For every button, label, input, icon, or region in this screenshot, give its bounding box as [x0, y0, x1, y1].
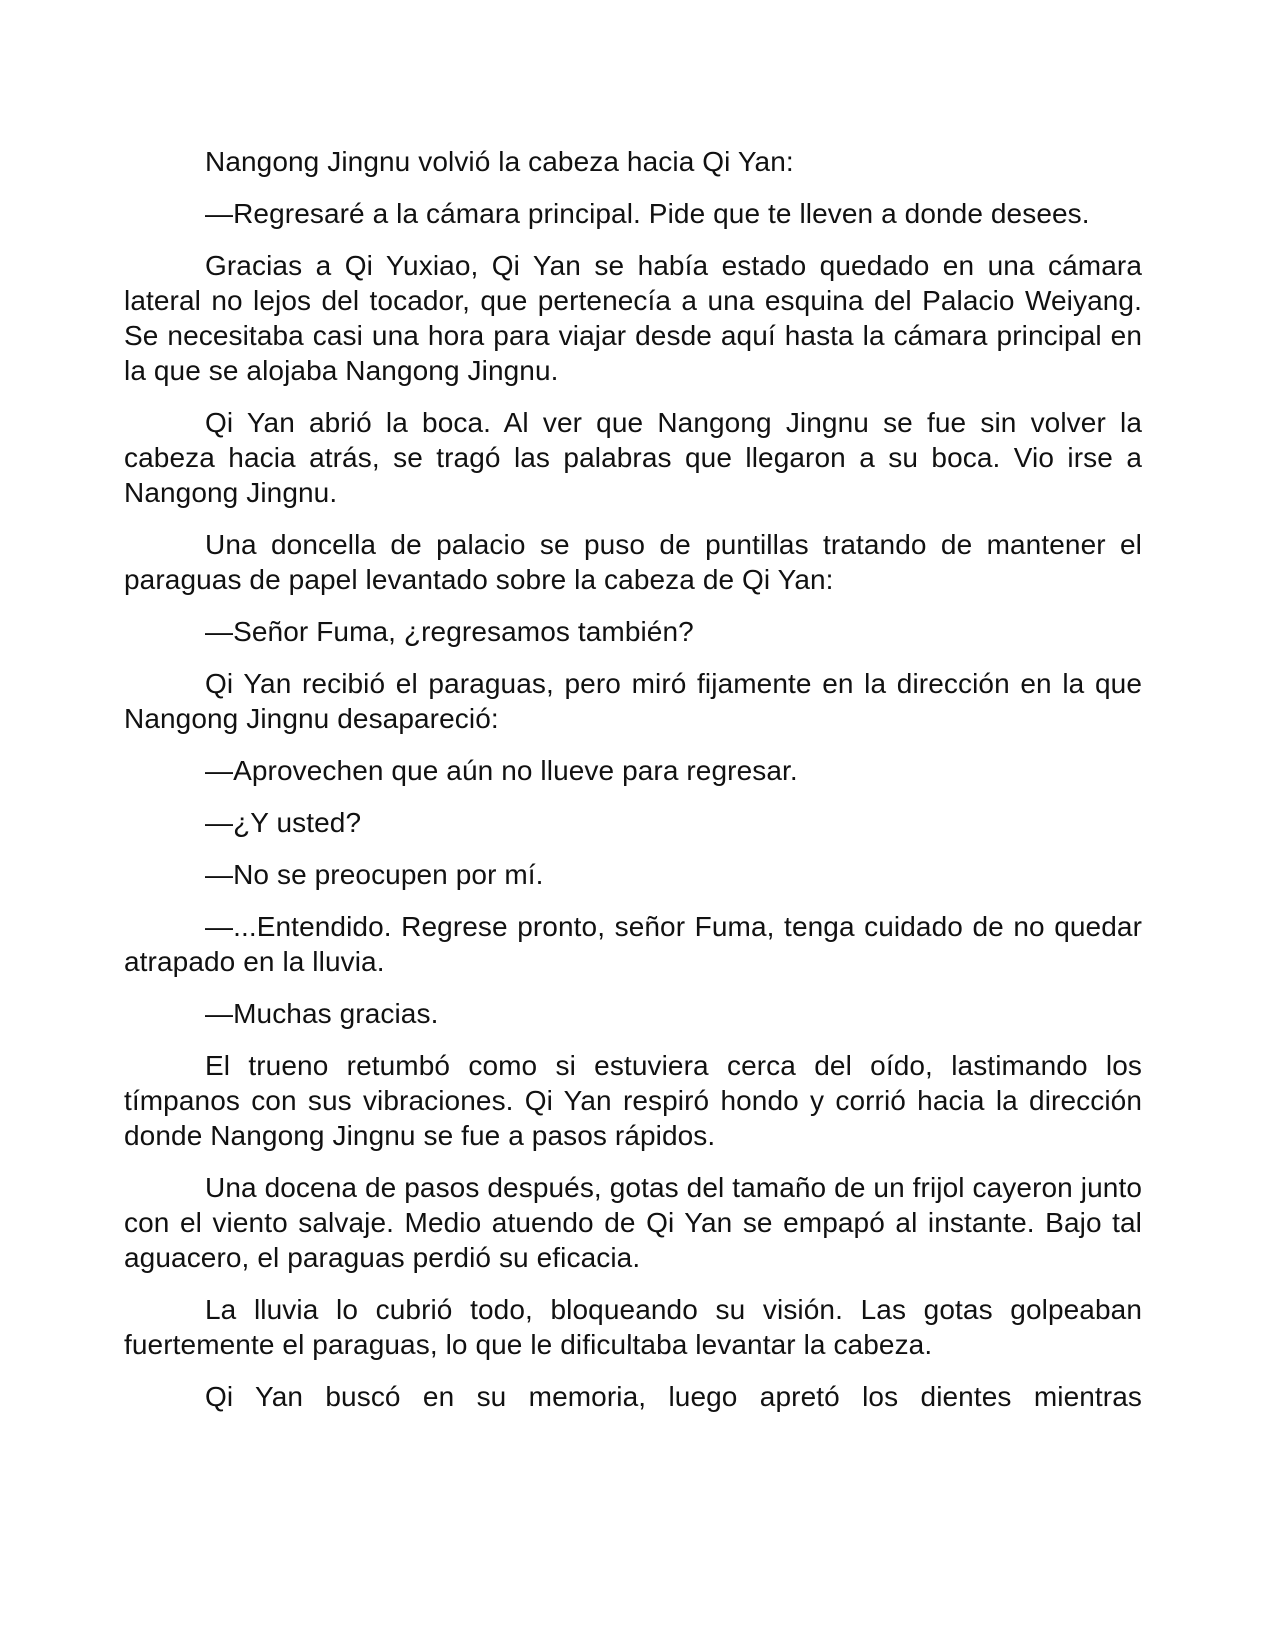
paragraph: Nangong Jingnu volvió la cabeza hacia Qi Yan:	[205, 146, 794, 177]
paragraph: Gracias a Qi Yuxiao, Qi Yan se había estado quedado en una cámara lateral no lejos del tocador, que pertenecía a una esquina del Palacio Weiyang. Se necesitaba casi una hora para viajar desde aquí hasta la cámara principal en la que se alojaba Nangong Jingnu.	[124, 250, 1142, 386]
paragraph: Una doncella de palacio se puso de puntillas tratando de mantener el paraguas de papel levantado sobre la cabeza de Qi Yan:	[124, 529, 1142, 595]
paragraph-continued: Qi Yan buscó en su memoria, luego apretó los dientes mientras	[205, 1381, 1142, 1412]
paragraph: Una docena de pasos después, gotas del tamaño de un frijol cayeron junto con el viento salvaje. Medio atuendo de Qi Yan se empapó al instante. Bajo tal aguacero, el paraguas perdió su eficacia.	[124, 1172, 1142, 1273]
paragraph: Qi Yan recibió el paraguas, pero miró fijamente en la dirección en la que Nangong Jingnu desapareció:	[124, 668, 1142, 734]
paragraph: —Aprovechen que aún no llueve para regresar.	[205, 755, 798, 786]
paragraph: —¿Y usted?	[205, 807, 362, 838]
paragraph: —Señor Fuma, ¿regresamos también?	[205, 616, 694, 647]
body-text	[124, 144, 1142, 1431]
paragraph: —Regresaré a la cámara principal. Pide que te lleven a donde desees.	[205, 198, 1090, 229]
paragraph: —Muchas gracias.	[205, 998, 439, 1029]
paragraph: —No se preocupen por mí.	[205, 859, 544, 890]
paragraph: Qi Yan abrió la boca. Al ver que Nangong Jingnu se fue sin volver la cabeza hacia atrás, se tragó las palabras que llegaron a su boca. Vio irse a Nangong Jingnu.	[124, 407, 1142, 508]
paragraph: —...Entendido. Regrese pronto, señor Fuma, tenga cuidado de no quedar atrapado en la lluvia.	[124, 911, 1142, 977]
paragraph: La lluvia lo cubrió todo, bloqueando su visión. Las gotas golpeaban fuertemente el paraguas, lo que le dificultaba levantar la cabeza.	[124, 1294, 1142, 1360]
paragraph: El trueno retumbó como si estuviera cerca del oído, lastimando los tímpanos con sus vibraciones. Qi Yan respiró hondo y corrió hacia la dirección donde Nangong Jingnu se fue a pasos rápidos.	[124, 1050, 1142, 1151]
